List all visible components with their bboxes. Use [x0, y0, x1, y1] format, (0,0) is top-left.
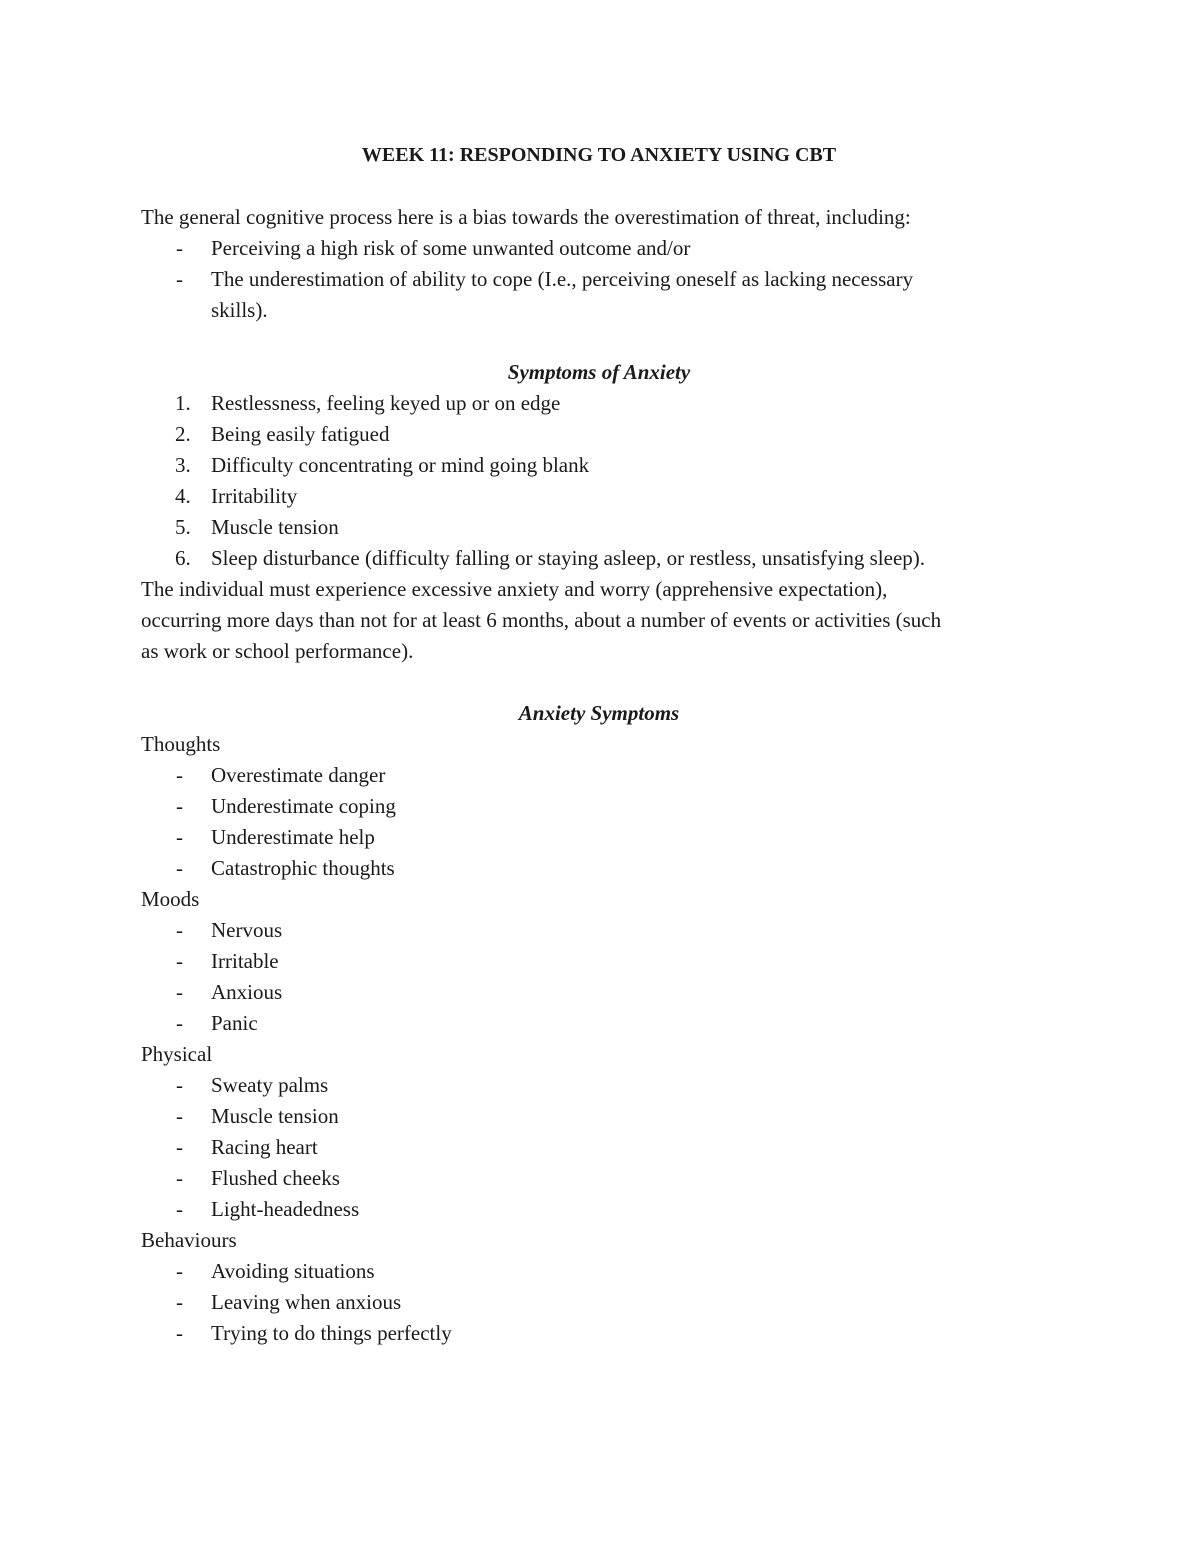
numbered-list-item	[141, 388, 1061, 419]
dash-marker: -	[176, 1197, 183, 1221]
list-number: 2.	[175, 422, 191, 446]
group-bullet-text: Underestimate help	[211, 825, 375, 849]
group-bullet	[141, 1256, 1061, 1287]
group-label: Physical	[141, 1042, 213, 1066]
dash-marker: -	[176, 918, 183, 942]
group-bullet	[141, 1070, 1061, 1101]
group-bullet	[141, 946, 1061, 977]
dash-marker: -	[176, 763, 183, 787]
group-label: Thoughts	[141, 732, 221, 756]
group-bullet-text: Avoiding situations	[211, 1259, 375, 1283]
group-bullet-text: Overestimate danger	[211, 763, 386, 787]
symptom-groups	[141, 729, 1061, 1349]
document-page	[141, 140, 1061, 1349]
spacer	[141, 326, 1061, 357]
intro-bullet	[141, 233, 1061, 264]
list-number: 1.	[175, 391, 191, 415]
dash-marker: -	[176, 980, 183, 1004]
group-bullet	[141, 822, 1061, 853]
group-bullet	[141, 1101, 1061, 1132]
dash-marker: -	[176, 1259, 183, 1283]
spacer	[141, 667, 1061, 698]
dash-marker: -	[176, 1135, 183, 1159]
group-bullet	[141, 760, 1061, 791]
group-bullet	[141, 977, 1061, 1008]
list-number: 4.	[175, 484, 191, 508]
group-bullet-text: Muscle tension	[211, 1104, 339, 1128]
intro-bullet-text: The underestimation of ability to cope (I.e., perceiving oneself as lacking necessary	[211, 267, 914, 291]
dash-marker: -	[176, 1011, 183, 1035]
intro-bullet-text: Perceiving a high risk of some unwanted outcome and/or	[211, 236, 691, 260]
list-number: 6.	[175, 546, 191, 570]
group-bullet	[141, 1163, 1061, 1194]
group-bullet-text: Trying to do things perfectly	[211, 1321, 452, 1345]
group-bullet	[141, 1194, 1061, 1225]
criteria-paragraph-line: as work or school performance).	[141, 639, 414, 663]
numbered-list-item	[141, 481, 1061, 512]
criteria-paragraph-line: The individual must experience excessive anxiety and worry (apprehensive expectation),	[141, 577, 888, 601]
list-number: 5.	[175, 515, 191, 539]
group-label: Behaviours	[141, 1228, 237, 1252]
list-item-text: Being easily fatigued	[211, 422, 390, 446]
intro-paragraph: The general cognitive process here is a bias towards the overestimation of threat, including:	[141, 205, 911, 229]
document-title: WEEK 11: RESPONDING TO ANXIETY USING CBT	[361, 144, 837, 166]
numbered-list-item	[141, 419, 1061, 450]
group-bullet-text: Irritable	[211, 949, 279, 973]
list-item-text: Muscle tension	[211, 515, 339, 539]
dash-marker: -	[176, 794, 183, 818]
dash-marker: -	[176, 1290, 183, 1314]
group-bullet	[141, 791, 1061, 822]
list-item-text: Sleep disturbance (difficulty falling or staying asleep, or restless, unsatisfying sleep).	[211, 546, 926, 570]
group-bullet	[141, 1008, 1061, 1039]
group-bullet-text: Racing heart	[211, 1135, 318, 1159]
numbered-list-item	[141, 512, 1061, 543]
group-label: Moods	[141, 887, 200, 911]
numbered-list-item	[141, 543, 1061, 574]
dash-marker: -	[176, 1073, 183, 1097]
group-bullet-text: Flushed cheeks	[211, 1166, 340, 1190]
criteria-paragraph-line: occurring more days than not for at least 6 months, about a number of events or activities (such	[141, 608, 942, 632]
list-item-text: Difficulty concentrating or mind going blank	[211, 453, 590, 477]
dash-marker: -	[176, 1104, 183, 1128]
dash-marker: -	[176, 1166, 183, 1190]
group-bullet-text: Panic	[211, 1011, 258, 1035]
group-bullet-text: Light-headedness	[211, 1197, 360, 1221]
dash-marker: -	[176, 236, 183, 260]
group-bullet	[141, 1287, 1061, 1318]
dash-marker: -	[176, 856, 183, 880]
group-bullet-text: Underestimate coping	[211, 794, 396, 818]
symptom-list	[141, 388, 1061, 574]
numbered-list-item	[141, 450, 1061, 481]
intro-bullet	[141, 264, 1061, 295]
list-item-text: Irritability	[211, 484, 298, 508]
group-bullet-text: Catastrophic thoughts	[211, 856, 395, 880]
group-bullet-text: Nervous	[211, 918, 283, 942]
list-item-text: Restlessness, feeling keyed up or on edge	[211, 391, 561, 415]
list-number: 3.	[175, 453, 191, 477]
spacer	[141, 171, 1061, 202]
dash-marker: -	[176, 825, 183, 849]
group-bullet-text: Leaving when anxious	[211, 1290, 402, 1314]
group-bullet	[141, 853, 1061, 884]
group-bullet-text: Anxious	[211, 980, 283, 1004]
intro-bullet-text: skills).	[211, 298, 268, 322]
dash-marker: -	[176, 949, 183, 973]
group-bullet-text: Sweaty palms	[211, 1073, 329, 1097]
group-bullet	[141, 1318, 1061, 1349]
group-bullet	[141, 1132, 1061, 1163]
dash-marker: -	[176, 267, 183, 291]
intro-bullet-continuation	[141, 295, 1061, 326]
dash-marker: -	[176, 1321, 183, 1345]
group-bullet	[141, 915, 1061, 946]
section-heading-anxiety-symptoms: Anxiety Symptoms	[518, 701, 680, 725]
section-heading-symptoms: Symptoms of Anxiety	[507, 360, 691, 384]
